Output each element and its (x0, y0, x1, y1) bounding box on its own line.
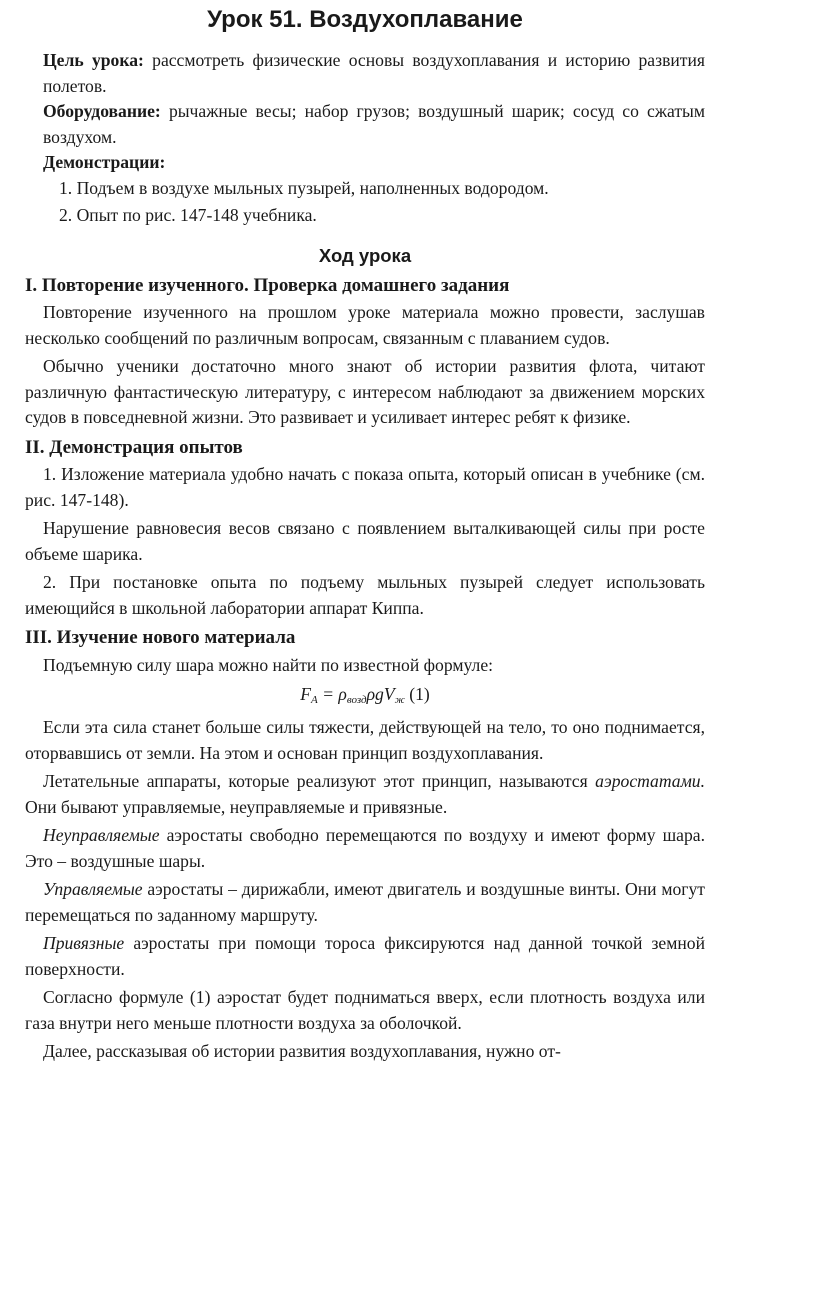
formula-f-sub: A (311, 694, 318, 706)
formula-rho-sub: возд (346, 694, 367, 706)
demos-label: Демонстрации: (43, 152, 166, 172)
paragraph (25, 877, 705, 928)
document-page (25, 6, 705, 1068)
formula-mid: ρgV (366, 684, 395, 704)
paragraph: Обычно ученики достаточно много знают об истории развития флота, читают различную фантастическую литературу, с интересом наблюдают за движением морских судов в повседневной жизни. Это развивает и усиливает интерес ребят к физике. (25, 356, 705, 427)
paragraph: Подъемную силу шара можно найти по известной формуле: (43, 654, 494, 675)
text-run: аэростаты – дирижабли, имеют двигатель и воздушные винты. Они могут перемещаться по заданному маршруту. (25, 879, 705, 925)
goal-text: рассмотреть физические основы воздухоплавания и историю развития полетов. (43, 50, 705, 96)
formula-number: (1) (404, 684, 430, 704)
text-run: аэростаты свободно перемещаются по воздуху и имеют форму шара. Это – воздушные шары. (25, 825, 705, 871)
section-heading-3: III. Изучение нового материала (25, 627, 296, 648)
emphasis-uncontrolled: Неуправляемые (43, 825, 160, 845)
paragraph: Повторение изученного на прошлом уроке материала можно провести, заслушав несколько сообщений по различным вопросам, связанным с плаванием судов. (25, 302, 705, 348)
section-heading-2: II. Демонстрация опытов (25, 436, 243, 458)
paragraph (25, 769, 705, 820)
formula (25, 681, 705, 713)
goal-label: Цель урока: (43, 50, 144, 70)
paragraph: Если эта сила станет больше силы тяжести, действующей на тело, то оно поднимается, оторвавшись от земли. На этом и основан принцип воздухоплавания. (25, 717, 705, 763)
lesson-title: Урок 51. Воздухоплавание (207, 6, 523, 33)
text-run: Летательные аппараты, которые реализуют этот принцип, называются (43, 771, 596, 791)
lesson-equipment (25, 99, 705, 150)
demos-heading (25, 150, 705, 176)
equipment-label: Оборудование: (43, 101, 161, 121)
emphasis-controlled: Управляемые (43, 879, 143, 899)
paragraph: 2. При постановке опыта по подъему мыльных пузырей следует использовать имеющийся в школьной лаборатории аппарат Киппа. (25, 572, 705, 618)
lesson-goal (25, 48, 705, 99)
demo-item: 1. Подъем в воздухе мыльных пузырей, наполненных водородом. (59, 177, 549, 198)
emphasis-tethered: Привязные (43, 933, 125, 953)
course-title: Ход урока (318, 244, 412, 266)
formula-v-sub: ж (394, 694, 405, 706)
text-run: Они бывают управляемые, неуправляемые и привязные. (25, 796, 448, 817)
paragraph: Нарушение равновесия весов связано с появлением выталкивающей силы при росте объеме шарика. (25, 518, 705, 564)
paragraph (25, 931, 705, 982)
section-heading-1: I. Повторение изученного. Проверка домашнего задания (25, 274, 510, 296)
paragraph (25, 823, 705, 874)
emphasis-aerostats: аэростатами. (595, 771, 705, 791)
formula-f: F (300, 684, 312, 704)
demo-item: 2. Опыт по рис. 147-148 учебника. (59, 205, 317, 225)
paragraph: 1. Изложение материала удобно начать с показа опыта, который описан в учебнике (см. рис. 147-148). (25, 464, 705, 510)
formula-eq: = ρ (317, 684, 347, 704)
text-run: аэростаты при помощи тороса фиксируются над данной точкой земной поверхности. (25, 933, 705, 979)
equipment-text: рычажные весы; набор грузов; воздушный шарик; сосуд со сжатым воздухом. (43, 101, 705, 147)
paragraph: Согласно формуле (1) аэростат будет подниматься вверх, если плотность воздуха или газа внутри него меньше плотности воздуха за оболочкой. (25, 987, 705, 1033)
paragraph: Далее, рассказывая об истории развития воздухоплавания, нужно от- (43, 1041, 561, 1061)
